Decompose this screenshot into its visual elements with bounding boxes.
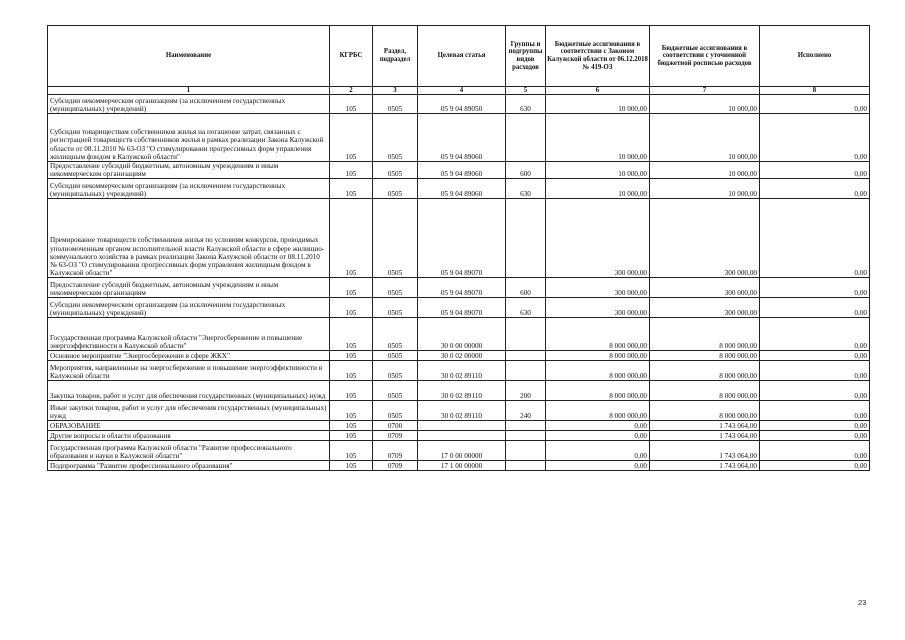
table-row xyxy=(48,298,870,318)
column-number: 6 xyxy=(546,87,650,95)
row-name: Субсидии некоммерческим организациям (за исключением государственных (муниципальных) учреждений) xyxy=(48,298,330,318)
row-kgrbs: 105 xyxy=(330,431,373,441)
page-number: 23 xyxy=(858,598,867,607)
row-kgrbs: 105 xyxy=(330,318,373,351)
row-list-amount: 10 000,00 xyxy=(650,162,760,179)
row-target: 05 9 04 89050 xyxy=(418,95,506,114)
budget-table xyxy=(47,25,870,471)
budget-report-page xyxy=(47,25,869,471)
row-list-amount: 1 743 064,00 xyxy=(650,441,760,461)
row-list-amount: 10 000,00 xyxy=(650,179,760,199)
column-number: 8 xyxy=(760,87,870,95)
row-name: Другие вопросы в области образования xyxy=(48,431,330,441)
row-target: 05 9 04 89060 xyxy=(418,162,506,179)
row-law-amount: 8 000 000,00 xyxy=(546,318,650,351)
row-target: 30 0 00 00000 xyxy=(418,318,506,351)
row-name: Иные закупки товаров, работ и услуг для обеспечения государственных (муниципальных) нужд xyxy=(48,401,330,421)
row-executed-amount: 0,00 xyxy=(760,162,870,179)
row-executed-amount: 0,00 xyxy=(760,199,870,278)
row-law-amount: 300 000,00 xyxy=(546,298,650,318)
row-target: 05 9 04 89060 xyxy=(418,179,506,199)
header-groups: Группы и подгруппы видов расходов xyxy=(506,26,546,87)
row-group: 600 xyxy=(506,278,546,298)
table-row xyxy=(48,401,870,421)
row-kgrbs: 105 xyxy=(330,351,373,361)
row-executed-amount: 0,00 xyxy=(760,381,870,401)
row-law-amount: 300 000,00 xyxy=(546,278,650,298)
row-section: 0700 xyxy=(373,421,418,431)
row-executed-amount: 0,00 xyxy=(760,461,870,471)
row-law-amount: 8 000 000,00 xyxy=(546,351,650,361)
row-kgrbs: 105 xyxy=(330,179,373,199)
row-executed-amount: 0,00 xyxy=(760,114,870,162)
row-executed-amount: 0,00 xyxy=(760,431,870,441)
row-section: 0505 xyxy=(373,162,418,179)
row-group: 630 xyxy=(506,298,546,318)
header-kgrbs: КГРБС xyxy=(330,26,373,87)
row-group xyxy=(506,318,546,351)
row-kgrbs: 105 xyxy=(330,278,373,298)
table-row xyxy=(48,431,870,441)
row-list-amount: 8 000 000,00 xyxy=(650,361,760,381)
row-law-amount: 10 000,00 xyxy=(546,162,650,179)
row-section: 0505 xyxy=(373,114,418,162)
row-name: Предоставление субсидий бюджетным, автономным учреждениям и иным некоммерческим организациям xyxy=(48,162,330,179)
row-list-amount: 8 000 000,00 xyxy=(650,351,760,361)
table-body xyxy=(48,95,870,471)
row-name: Подпрограмма "Развитие профессионального образования" xyxy=(48,461,330,471)
row-kgrbs: 105 xyxy=(330,95,373,114)
row-target: 17 0 00 00000 xyxy=(418,441,506,461)
row-kgrbs: 105 xyxy=(330,441,373,461)
row-target: 05 9 04 89070 xyxy=(418,278,506,298)
row-list-amount: 8 000 000,00 xyxy=(650,381,760,401)
header-section: Раздел, подраздел xyxy=(373,26,418,87)
row-group xyxy=(506,421,546,431)
row-executed-amount: 0,00 xyxy=(760,421,870,431)
row-executed-amount: 0,00 xyxy=(760,278,870,298)
header-budget-law: Бюджетные ассигнования в соответствии с Законом Калужской области от 06.12.2018 № 419-ОЗ xyxy=(546,26,650,87)
column-number: 4 xyxy=(418,87,506,95)
column-number: 7 xyxy=(650,87,760,95)
row-name: Предоставление субсидий бюджетным, автономным учреждениям и иным некоммерческим организациям xyxy=(48,278,330,298)
row-group xyxy=(506,361,546,381)
row-law-amount: 0,00 xyxy=(546,461,650,471)
header-name: Наименование xyxy=(48,26,330,87)
row-kgrbs: 105 xyxy=(330,199,373,278)
row-kgrbs: 105 xyxy=(330,361,373,381)
row-list-amount: 300 000,00 xyxy=(650,298,760,318)
row-target: 30 0 02 00000 xyxy=(418,351,506,361)
table-row xyxy=(48,461,870,471)
row-law-amount: 8 000 000,00 xyxy=(546,381,650,401)
row-list-amount: 1 743 064,00 xyxy=(650,461,760,471)
row-law-amount: 8 000 000,00 xyxy=(546,401,650,421)
row-group: 200 xyxy=(506,381,546,401)
column-number-row xyxy=(48,87,870,95)
row-executed-amount: 0,00 xyxy=(760,401,870,421)
row-law-amount: 0,00 xyxy=(546,431,650,441)
header-executed: Исполнено xyxy=(760,26,870,87)
row-group xyxy=(506,199,546,278)
row-law-amount: 8 000 000,00 xyxy=(546,361,650,381)
row-section: 0709 xyxy=(373,441,418,461)
table-row xyxy=(48,361,870,381)
row-section: 0709 xyxy=(373,431,418,441)
table-row xyxy=(48,162,870,179)
table-header-row xyxy=(48,26,870,87)
row-law-amount: 10 000,00 xyxy=(546,179,650,199)
column-number: 1 xyxy=(48,87,330,95)
header-budget-list: Бюджетные ассигнования в соответствии с уточненной бюджетной росписью расходов xyxy=(650,26,760,87)
row-kgrbs: 105 xyxy=(330,162,373,179)
header-target: Целевая статья xyxy=(418,26,506,87)
table-row xyxy=(48,179,870,199)
row-list-amount: 1 743 064,00 xyxy=(650,431,760,441)
row-section: 0505 xyxy=(373,381,418,401)
row-section: 0505 xyxy=(373,179,418,199)
row-target: 05 9 04 89060 xyxy=(418,114,506,162)
row-name: Премирование товариществ собственников жилья по условиям конкурсов, проводимых уполномоченным органом исполнительной власти Калужской области в сфере жилищно-коммунального хозяйства в рамках реализации Закона Калужской области от 08.11.2010 № 63-ОЗ "О стимулировании прогрессивных форм управления жилищным фондом в Калужской области" xyxy=(48,199,330,278)
row-name: Субсидии некоммерческим организациям (за исключением государственных (муниципальных) учреждений) xyxy=(48,95,330,114)
row-target: 05 9 04 89070 xyxy=(418,298,506,318)
row-executed-amount: 0,00 xyxy=(760,441,870,461)
row-list-amount: 10 000,00 xyxy=(650,95,760,114)
row-target: 30 0 02 89110 xyxy=(418,361,506,381)
row-law-amount: 10 000,00 xyxy=(546,95,650,114)
row-section: 0505 xyxy=(373,95,418,114)
row-name: Мероприятия, направленные на энергосбережение и повышение энергоэффективности в Калужской области xyxy=(48,361,330,381)
column-number: 2 xyxy=(330,87,373,95)
row-group: 600 xyxy=(506,162,546,179)
row-executed-amount: 0,00 xyxy=(760,318,870,351)
row-section: 0709 xyxy=(373,461,418,471)
row-law-amount: 0,00 xyxy=(546,441,650,461)
row-target: 17 1 00 00000 xyxy=(418,461,506,471)
row-name: Основное мероприятие "Энергосбережение в сфере ЖКХ" xyxy=(48,351,330,361)
row-section: 0505 xyxy=(373,278,418,298)
table-row xyxy=(48,95,870,114)
row-name: ОБРАЗОВАНИЕ xyxy=(48,421,330,431)
row-target: 30 0 02 89110 xyxy=(418,381,506,401)
table-row xyxy=(48,441,870,461)
table-row xyxy=(48,199,870,278)
row-executed-amount: 0,00 xyxy=(760,298,870,318)
row-list-amount: 8 000 000,00 xyxy=(650,401,760,421)
table-row xyxy=(48,114,870,162)
row-group xyxy=(506,461,546,471)
row-name: Субсидии некоммерческим организациям (за исключением государственных (муниципальных) учреждений) xyxy=(48,179,330,199)
table-row xyxy=(48,318,870,351)
row-law-amount: 0,00 xyxy=(546,421,650,431)
row-kgrbs: 105 xyxy=(330,114,373,162)
row-group: 630 xyxy=(506,179,546,199)
row-group: 240 xyxy=(506,401,546,421)
row-group xyxy=(506,431,546,441)
row-list-amount: 300 000,00 xyxy=(650,199,760,278)
row-group xyxy=(506,351,546,361)
row-law-amount: 10 000,00 xyxy=(546,114,650,162)
row-kgrbs: 105 xyxy=(330,298,373,318)
row-executed-amount: 0,00 xyxy=(760,179,870,199)
row-name: Закупка товаров, работ и услуг для обеспечения государственных (муниципальных) нужд xyxy=(48,381,330,401)
row-executed-amount: 0,00 xyxy=(760,95,870,114)
row-section: 0505 xyxy=(373,401,418,421)
column-number: 5 xyxy=(506,87,546,95)
row-target: 05 9 04 89070 xyxy=(418,199,506,278)
row-list-amount: 1 743 064,00 xyxy=(650,421,760,431)
table-row xyxy=(48,421,870,431)
row-target xyxy=(418,431,506,441)
row-group: 630 xyxy=(506,95,546,114)
row-section: 0505 xyxy=(373,351,418,361)
column-number: 3 xyxy=(373,87,418,95)
row-section: 0505 xyxy=(373,318,418,351)
row-section: 0505 xyxy=(373,361,418,381)
table-row xyxy=(48,278,870,298)
row-kgrbs: 105 xyxy=(330,381,373,401)
row-group xyxy=(506,441,546,461)
row-target xyxy=(418,421,506,431)
row-section: 0505 xyxy=(373,199,418,278)
row-target: 30 0 02 89110 xyxy=(418,401,506,421)
row-executed-amount: 0,00 xyxy=(760,361,870,381)
row-kgrbs: 105 xyxy=(330,421,373,431)
row-list-amount: 300 000,00 xyxy=(650,278,760,298)
row-list-amount: 10 000,00 xyxy=(650,114,760,162)
row-executed-amount: 0,00 xyxy=(760,351,870,361)
row-list-amount: 8 000 000,00 xyxy=(650,318,760,351)
table-row xyxy=(48,381,870,401)
row-kgrbs: 105 xyxy=(330,401,373,421)
table-row xyxy=(48,351,870,361)
row-name: Субсидии товариществам собственников жилья на погашение затрат, связанных с регистрацией товариществ собственников жилья в рамках реализации Закона Калужской области от 08.11.2010 № 63-ОЗ "О стимулировании прогрессивных форм управления жилищным фондом в Калужской области" xyxy=(48,114,330,162)
row-group xyxy=(506,114,546,162)
row-section: 0505 xyxy=(373,298,418,318)
row-law-amount: 300 000,00 xyxy=(546,199,650,278)
row-name: Государственная программа Калужской области "Развитие профессионального образования и науки в Калужской области" xyxy=(48,441,330,461)
row-kgrbs: 105 xyxy=(330,461,373,471)
row-name: Государственная программа Калужской области "Энергосбережение и повышение энергоэффективности в Калужской области" xyxy=(48,318,330,351)
